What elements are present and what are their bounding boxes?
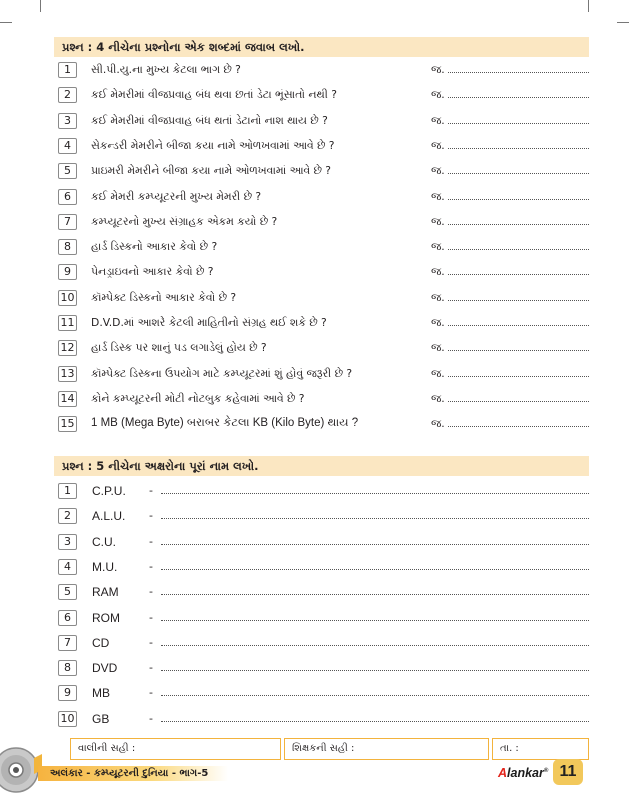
- question-number-box: 4: [58, 138, 77, 154]
- item-number-box: 10: [58, 711, 77, 727]
- full-form-line[interactable]: [161, 645, 589, 646]
- question-text: કૉમ્પેક્ટ ડિસ્કના ઉપયોગ માટે કમ્પ્યૂટરમાં શું હોવું જરૂરી છે ?: [91, 366, 353, 380]
- date-box[interactable]: [492, 738, 589, 760]
- question-text: કોને કમ્પ્યૂટરની મોટી નોટબુક કહેવામાં આવે છે ?: [91, 391, 305, 405]
- question-text: 1 MB (Mega Byte) બરાબર કેટલા KB (Kilo Byte) થાય ?: [91, 417, 359, 430]
- abbreviation-row: [58, 634, 589, 654]
- full-form-line[interactable]: [161, 594, 589, 595]
- teacher-signature-label: શિક્ષકની સહી :: [292, 743, 355, 754]
- question-row: [58, 390, 589, 410]
- item-number-box: 6: [58, 610, 77, 626]
- question-row: [58, 238, 589, 258]
- answer-prefix: જ.: [431, 240, 445, 254]
- answer-line[interactable]: [448, 401, 589, 402]
- series-title: અલંકાર - કમ્પ્યૂટરની દુનિયા - ભાગ-5: [38, 766, 228, 781]
- answer-prefix: જ.: [431, 265, 445, 279]
- abbreviation-row: [58, 482, 589, 502]
- answer-line[interactable]: [448, 123, 589, 124]
- item-number-box: 4: [58, 559, 77, 575]
- abbreviation-text: M.U.: [92, 559, 118, 574]
- item-number-box: 2: [58, 508, 77, 524]
- question-number-box: 2: [58, 87, 77, 103]
- question-row: [58, 86, 589, 106]
- question-text: પ્રાઇમરી મેમરીને બીજા કયા નામે ઓળખવામાં આવે છે ?: [91, 164, 332, 178]
- item-number-box: 3: [58, 534, 77, 550]
- abbreviation-row: [58, 533, 589, 553]
- abbreviation-row: [58, 684, 589, 704]
- full-form-line[interactable]: [161, 493, 589, 494]
- question-row: [58, 289, 589, 309]
- item-number-box: 1: [58, 483, 77, 499]
- item-number-box: 7: [58, 635, 77, 651]
- abbreviation-row: [58, 507, 589, 527]
- question-number-box: 7: [58, 214, 77, 230]
- item-number-box: 9: [58, 685, 77, 701]
- abbreviation-text: GB: [92, 711, 110, 726]
- answer-prefix: જ.: [431, 290, 445, 304]
- question-number-box: 3: [58, 113, 77, 129]
- question-row: [58, 137, 589, 157]
- question-row: [58, 188, 589, 208]
- question-text: કઈ મેમરીમાં વીજપ્રવાહ બંધ થવા છતાં ડેટા ભૂંસાતો નથી ?: [91, 88, 337, 102]
- section-4-title: પ્રશ્ન : 4 નીચેના પ્રશ્નોના એક શબ્દમાં જવાબ લખો.: [54, 37, 589, 57]
- date-label: તા. :: [500, 743, 519, 754]
- parent-signature-box[interactable]: [70, 738, 281, 760]
- question-row: [58, 415, 589, 435]
- question-number-box: 1: [58, 62, 77, 78]
- answer-line[interactable]: [448, 376, 589, 377]
- answer-prefix: જ.: [431, 63, 445, 76]
- teacher-signature-box[interactable]: [284, 738, 489, 760]
- answer-prefix: જ.: [431, 214, 445, 228]
- question-row: [58, 61, 589, 81]
- question-text: હાર્ડ ડિસ્ક પર શાનું પડ લગાડેલું હોય છે ?: [91, 341, 267, 355]
- brand-logo: Alankar®: [498, 766, 549, 780]
- abbreviation-row: [58, 609, 589, 629]
- answer-line[interactable]: [448, 173, 589, 174]
- answer-prefix: જ.: [431, 417, 445, 431]
- page-number: 11: [553, 759, 583, 785]
- dash: -: [149, 635, 153, 649]
- answer-prefix: જ.: [431, 88, 445, 102]
- question-row: [58, 314, 589, 334]
- answer-prefix: જ.: [431, 113, 445, 127]
- abbreviation-text: ROM: [92, 610, 120, 625]
- abbreviation-text: RAM: [92, 585, 119, 600]
- abbreviation-text: DVD: [92, 661, 118, 676]
- question-text: સેકન્ડરી મેમરીને બીજા કયા નામે ઓળખવામાં આવે છે ?: [91, 138, 335, 152]
- question-text: કૉમ્પેક્ટ ડિસ્કનો આકાર કેવો છે ?: [91, 290, 237, 304]
- abbreviation-text: C.P.U.: [92, 484, 126, 498]
- abbreviation-row: [58, 710, 589, 730]
- dash: -: [149, 534, 153, 548]
- dash: -: [149, 559, 153, 573]
- abbreviation-text: A.L.U.: [92, 509, 126, 524]
- item-number-box: 5: [58, 584, 77, 600]
- dash: -: [149, 585, 153, 599]
- full-form-line[interactable]: [161, 569, 589, 570]
- question-text: પેનડ્રાઇવનો આકાર કેવો છે ?: [91, 265, 214, 279]
- abbreviation-text: C.U.: [92, 534, 116, 549]
- section-5-title: પ્રશ્ન : 5 નીચેના અક્ષરોના પૂરાં નામ લખો.: [54, 456, 589, 476]
- answer-line[interactable]: [448, 199, 589, 200]
- question-number-box: 5: [58, 163, 77, 179]
- dash: -: [149, 484, 153, 497]
- question-number-box: 9: [58, 264, 77, 280]
- answer-line[interactable]: [448, 350, 589, 351]
- full-form-line[interactable]: [161, 695, 589, 696]
- dash: -: [149, 610, 153, 624]
- dash: -: [149, 686, 153, 700]
- question-number-box: 10: [58, 290, 77, 306]
- abbreviation-text: CD: [92, 635, 110, 650]
- answer-prefix: જ.: [431, 316, 445, 329]
- question-row: [58, 263, 589, 283]
- answer-prefix: જ.: [431, 164, 445, 178]
- question-row: [58, 112, 589, 132]
- question-text: કઈ મેમરીમાં વીજપ્રવાહ બંધ થતાં ડેટાનો નાશ થાય છે ?: [91, 113, 328, 127]
- answer-line[interactable]: [448, 249, 589, 250]
- dash: -: [149, 661, 153, 675]
- question-number-box: 15: [58, 416, 77, 432]
- answer-prefix: જ.: [431, 391, 445, 405]
- dash: -: [149, 509, 153, 523]
- abbreviation-text: MB: [92, 686, 110, 701]
- full-form-line[interactable]: [161, 721, 589, 722]
- question-number-box: 8: [58, 239, 77, 255]
- answer-prefix: જ.: [431, 138, 445, 152]
- question-number-box: 11: [58, 315, 77, 331]
- answer-line[interactable]: [448, 274, 589, 275]
- answer-prefix: જ.: [431, 189, 445, 203]
- question-text: D.V.D.માં આશરે કેટલી માહિતીનો સંગ્રહ થઈ શકે છે ?: [91, 316, 327, 329]
- full-form-line[interactable]: [161, 670, 589, 671]
- question-row: [58, 162, 589, 182]
- answer-line[interactable]: [448, 426, 589, 427]
- question-number-box: 12: [58, 340, 77, 356]
- full-form-line[interactable]: [161, 544, 589, 545]
- question-text: કમ્પ્યૂટરનો મુખ્ય સંગ્રાહક એકમ કયો છે ?: [91, 214, 278, 228]
- abbreviation-row: [58, 558, 589, 578]
- answer-line[interactable]: [448, 72, 589, 73]
- answer-line[interactable]: [448, 300, 589, 301]
- answer-line[interactable]: [448, 97, 589, 98]
- question-number-box: 13: [58, 366, 77, 382]
- full-form-line[interactable]: [161, 620, 589, 621]
- answer-line[interactable]: [448, 224, 589, 225]
- question-number-box: 14: [58, 391, 77, 407]
- question-number-box: 6: [58, 189, 77, 205]
- abbreviation-row: [58, 659, 589, 679]
- question-text: કઈ મેમરી કમ્પ્યૂટરની મુખ્ય મેમરી છે ?: [91, 189, 262, 203]
- abbreviation-row: [58, 583, 589, 603]
- parent-signature-label: વાલીની સહી :: [78, 743, 136, 754]
- question-row: [58, 339, 589, 359]
- answer-line[interactable]: [448, 148, 589, 149]
- question-text: સી.પી.યુ.ના મુખ્ય કેટલા ભાગ છે ?: [91, 63, 241, 76]
- answer-prefix: જ.: [431, 366, 445, 380]
- dash: -: [149, 711, 153, 725]
- item-number-box: 8: [58, 660, 77, 676]
- answer-line[interactable]: [448, 325, 589, 326]
- question-text: હાર્ડ ડિસ્કનો આકાર કેવો છે ?: [91, 240, 218, 254]
- question-row: [58, 213, 589, 233]
- full-form-line[interactable]: [161, 518, 589, 519]
- question-row: [58, 365, 589, 385]
- answer-prefix: જ.: [431, 341, 445, 355]
